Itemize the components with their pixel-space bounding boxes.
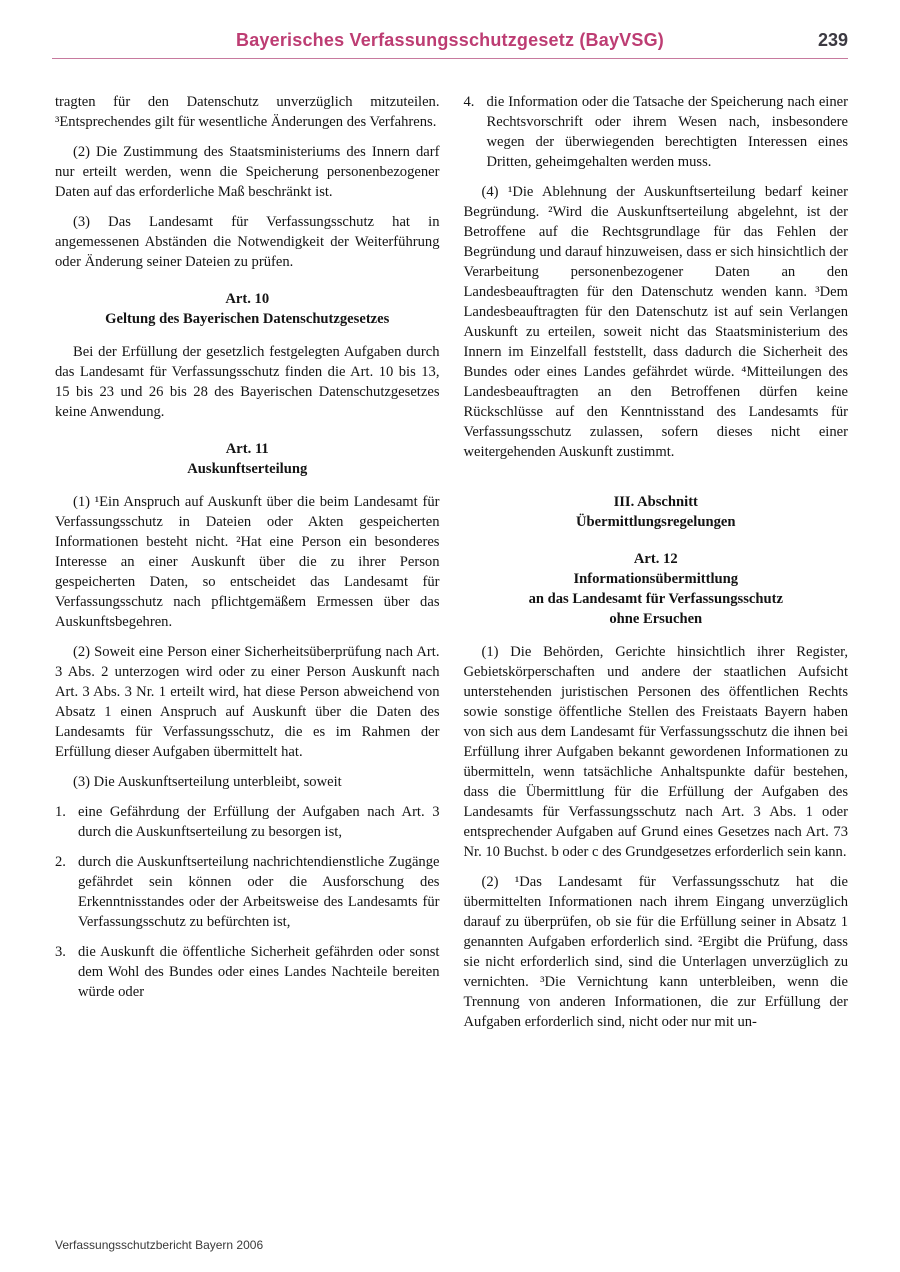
page-content (55, 92, 848, 1042)
list-item-marker: 4. (463, 94, 475, 110)
page-footer: Verfassungsschutzbericht Bayern 2006 (55, 1238, 264, 1252)
article-title: Auskunftserteilung (187, 461, 308, 477)
article-number: Art. 12 (633, 551, 678, 567)
paragraph-art9-abs2: (2) Die Zustimmung des Staatsministeriums des Innern darf nur erteilt werden, wenn die Speicherung personenbezogener Daten auf das erforderliche Maß beschränkt ist. (55, 144, 440, 200)
paragraph-art11-abs1: (1) ¹Ein Anspruch auf Auskunft über die beim Landesamt für Verfassungsschutz in Dateien oder Akten gespeicherten Informationen besteht nicht. ²Hat eine Person ein besonderes Interesse an einer Auskunft über die zu ihrer Person gespeicherten Daten, so entscheidet das Landesamt für Verfassungsschutz nach pflichtgemäßem Ermessen über das Auskunftsbegehren. (55, 494, 440, 630)
page-header (52, 30, 848, 54)
list-item-text: die Information oder die Tatsache der Speicherung nach einer Rechtsvorschrift oder ihrem Wesen nach, insbesondere wegen der überwiegenden berechtigten Interessen eines Dritten, geheimgehalten werden muss. (486, 94, 848, 170)
paragraph-art12-abs1: (1) Die Behörden, Gerichte hinsichtlich ihrer Register, Gebietskörperschaften und andere der staatlichen Aufsicht unterstehenden juristischen Personen des öffentlichen Rechts sowie sonstige öffentliche Stellen des Freistaats Bayern haben von sich aus dem Landesamt für Verfassungsschutz die ihnen bei Erfüllung ihrer Aufgaben bekannt gewordenen Informationen zu übermitteln, wenn tatsächliche Anhaltspunkte dafür bestehen, dass die Übermittlung für die Erfüllung der Aufgaben des Landesamts für Verfassungsschutz nach Art. 3 Abs. 1 oder entsprechender Aufgaben auf Grund eines Gesetzes nach Art. 73 Nr. 10 Buchst. b oder c des Grundgesetzes erforderlich sein kann. (463, 644, 848, 860)
paragraph-art9-abs3: (3) Das Landesamt für Verfassungsschutz hat in angemessenen Abständen die Notwendigkeit der Weiterführung oder Änderung seiner Dateien zu prüfen. (55, 214, 440, 270)
paragraph-art11-abs2: (2) Soweit eine Person einer Sicherheitsüberprüfung nach Art. 3 Abs. 2 unterzogen wird oder zu einer Person Auskunft nach Art. 3 Abs. 3 Nr. 1 erteilt wird, hat diese Person abweichend von Absatz 1 einen Anspruch auf Auskunft über die Daten des Landesamts für Verfassungsschutz, die es im Rahmen der Erfüllung dieser Aufgaben übermittelt hat. (55, 644, 440, 760)
paragraph-art11-abs3-intro: (3) Die Auskunftserteilung unterbleibt, soweit (73, 774, 342, 790)
article-title-line: ohne Ersuchen (609, 611, 703, 627)
column-left (55, 92, 440, 1042)
list-item-marker: 2. (55, 854, 66, 870)
list-item-text: durch die Auskunftserteilung nachrichtendienstliche Zugänge gefährdet sein können oder die Ausforschung des Erkenntnisstandes oder der Arbeitsweise des Landesamts für Verfassungsschutz zu befürchten ist, (78, 854, 440, 930)
article-number: Art. 10 (225, 291, 270, 307)
article-title-line: Informationsübermittlung (573, 571, 739, 587)
page-header-title: Bayerisches Verfassungsschutzgesetz (BayVSG) (236, 30, 664, 50)
article-number: Art. 11 (225, 441, 269, 457)
list-item-marker: 3. (55, 944, 66, 960)
paragraph-art10: Bei der Erfüllung der gesetzlich festgelegten Aufgaben durch das Landesamt für Verfassungsschutz finden die Art. 10 bis 13, 15 bis 23 und 26 bis 28 des Bayerischen Datenschutzgesetzes keine Anwendung. (55, 344, 440, 420)
list-item (55, 942, 440, 1002)
section-heading-abschnitt3 (464, 492, 849, 532)
section-number: III. Abschnitt (613, 494, 698, 510)
list-item (55, 852, 440, 932)
article-title: Geltung des Bayerischen Datenschutzgesetzes (105, 311, 390, 327)
paragraph-continuation: tragten für den Datenschutz unverzüglich mitzuteilen. ³Entsprechendes gilt für wesentliche Änderungen des Verfahrens. (55, 94, 440, 130)
list-item-text: die Auskunft die öffentliche Sicherheit gefährden oder sonst dem Wohl des Bundes oder eines Landes Nachteile bereiten würde oder (78, 944, 440, 1000)
list-item-marker: 1. (55, 804, 66, 820)
paragraph-art12-abs2: (2) ¹Das Landesamt für Verfassungsschutz hat die übermittelten Informationen nach ihrem Eingang unverzüglich darauf zu überprüfen, ob sie für die Erfüllung seiner in Absatz 1 genannten Aufgaben erforderlich sind. ²Ergibt die Prüfung, dass sie nicht erforderlich sind, sind die Unterlagen unverzüglich zu vernichten. ³Die Vernichtung kann unterbleiben, wenn die Trennung von anderen Informationen, die zur Erfüllung der Aufgaben erforderlich sind, nicht oder nur mit un- (463, 874, 848, 1030)
section-title: Übermittlungsregelungen (576, 514, 736, 530)
article-heading-art12 (464, 549, 849, 629)
header-rule (52, 58, 848, 59)
list-item-text: eine Gefährdung der Erfüllung der Aufgaben nach Art. 3 durch die Auskunftserteilung zu besorgen ist, (78, 804, 440, 840)
page-number: 239 (817, 30, 848, 50)
list-item (464, 92, 849, 172)
list-item (55, 802, 440, 842)
article-heading-art10 (55, 289, 440, 329)
column-right (464, 92, 849, 1042)
paragraph-art11-abs4: (4) ¹Die Ablehnung der Auskunftserteilung bedarf keiner Begründung. ²Wird die Auskunftserteilung abgelehnt, ist der Betroffene auf die Rechtsgrundlage für das Fehlen der Begründung und darauf hinzuweisen, dass er sich hinsichtlich der Verarbeitung personenbezogener Daten an den Landesbeauftragten für den Datenschutz wenden kann. ³Dem Landesbeauftragten für den Datenschutz ist auf sein Verlangen Auskunft zu erteilen, soweit nicht das Staatsministerium des Innern im Einzelfall feststellt, dass dadurch die Sicherheit des Bundes oder eines Landes gefährdet würde. ⁴Mitteilungen des Landesbeauftragten an den Betroffenen dürfen keine Rückschlüsse auf den Kenntnisstand des Landesamts für Verfassungsschutz zulassen, sofern dieses nicht einer weitergehenden Auskunft zustimmt. (463, 184, 848, 460)
article-title-line: an das Landesamt für Verfassungsschutz (528, 591, 783, 607)
article-heading-art11 (55, 439, 440, 479)
